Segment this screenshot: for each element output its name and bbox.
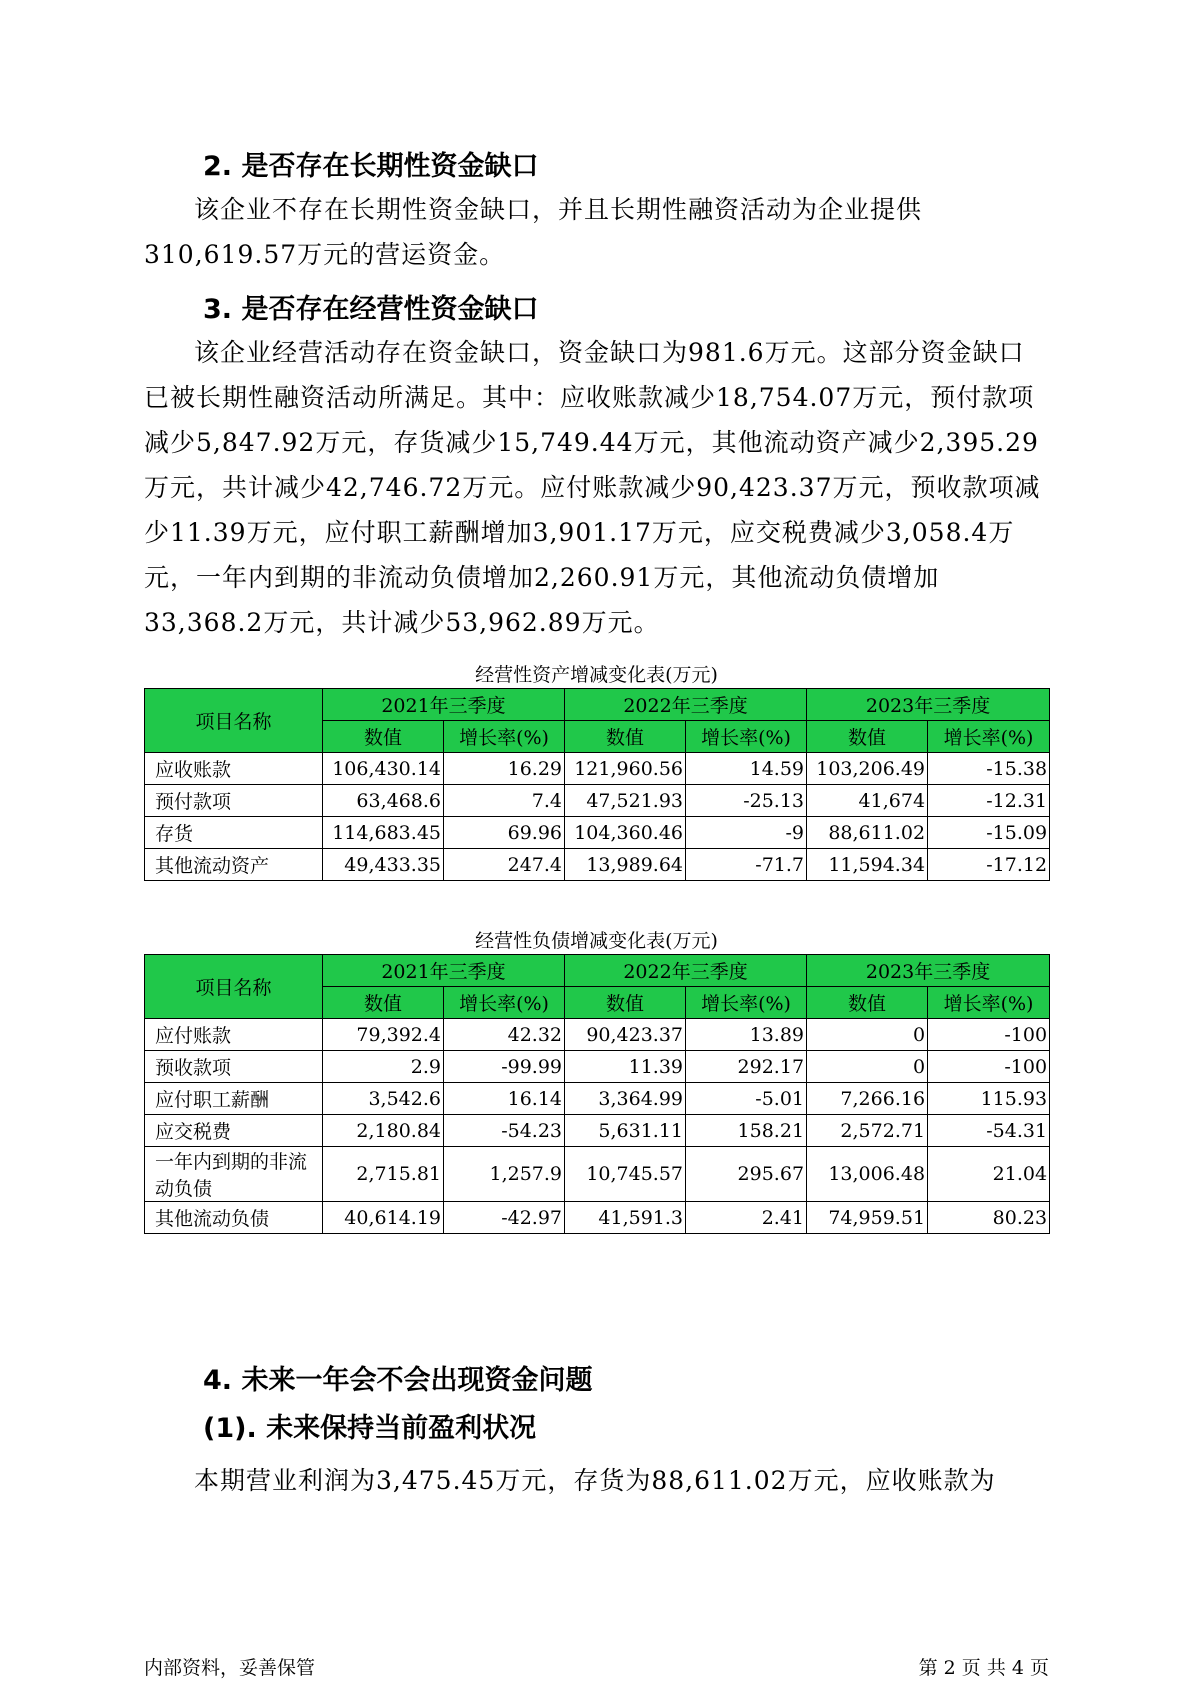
row-label: 其他流动资产: [145, 849, 323, 881]
rate-cell: 7.4: [444, 785, 565, 817]
value-cell: 3,364.99: [565, 1083, 686, 1115]
table-row: [145, 1147, 1050, 1202]
value-cell: 2,715.81: [323, 1147, 444, 1202]
rate-cell: 16.14: [444, 1083, 565, 1115]
rate-cell: 42.32: [444, 1019, 565, 1051]
table-caption: 经营性负债增减变化表(万元): [475, 930, 718, 952]
rate-cell: 247.4: [444, 849, 565, 881]
section-heading: 3. 是否存在经营性资金缺口: [203, 294, 539, 325]
value-cell: 11,594.34: [807, 849, 928, 881]
table-row: [145, 1202, 1050, 1234]
rate-cell: -5.01: [686, 1083, 807, 1115]
table-caption: 经营性资产增减变化表(万元): [475, 664, 718, 686]
rate-cell: 21.04: [928, 1147, 1050, 1202]
table-row: [145, 753, 1050, 785]
header-rate: 增长率(%): [686, 987, 807, 1019]
rate-cell: 80.23: [928, 1202, 1050, 1234]
value-cell: 2,180.84: [323, 1115, 444, 1147]
value-cell: 13,989.64: [565, 849, 686, 881]
value-cell: 7,266.16: [807, 1083, 928, 1115]
table-row: [145, 849, 1050, 881]
header-value: 数值: [323, 987, 444, 1019]
value-cell: 103,206.49: [807, 753, 928, 785]
row-label: 应交税费: [145, 1115, 323, 1147]
header-rate: 增长率(%): [928, 721, 1050, 753]
header-value: 数值: [807, 987, 928, 1019]
row-label: 应收账款: [145, 753, 323, 785]
paragraph: 本期营业利润为3,475.45万元，存货为88,611.02万元，应收账款为: [194, 1466, 996, 1495]
rate-cell: 1,257.9: [444, 1147, 565, 1202]
rate-cell: 295.67: [686, 1147, 807, 1202]
value-cell: 104,360.46: [565, 817, 686, 849]
rate-cell: -42.97: [444, 1202, 565, 1234]
paragraph: 该企业不存在长期性资金缺口，并且长期性融资活动为企业提供310,619.57万元的营运资金。: [144, 195, 923, 269]
liabilities-table: [144, 954, 1050, 1234]
rate-cell: -17.12: [928, 849, 1050, 881]
value-cell: 0: [807, 1051, 928, 1083]
header-name: 项目名称: [145, 955, 323, 1019]
rate-cell: 69.96: [444, 817, 565, 849]
rate-cell: -71.7: [686, 849, 807, 881]
value-cell: 11.39: [565, 1051, 686, 1083]
value-cell: 63,468.6: [323, 785, 444, 817]
rate-cell: -54.23: [444, 1115, 565, 1147]
rate-cell: -15.38: [928, 753, 1050, 785]
header-period: 2022年三季度: [565, 955, 807, 987]
value-cell: 2.9: [323, 1051, 444, 1083]
value-cell: 10,745.57: [565, 1147, 686, 1202]
value-cell: 121,960.56: [565, 753, 686, 785]
row-label: 其他流动负债: [145, 1202, 323, 1234]
row-label: 一年内到期的非流动负债: [145, 1147, 323, 1202]
value-cell: 47,521.93: [565, 785, 686, 817]
header-value: 数值: [565, 987, 686, 1019]
value-cell: 41,674: [807, 785, 928, 817]
table-row: [145, 1083, 1050, 1115]
value-cell: 74,959.51: [807, 1202, 928, 1234]
table-row: [145, 785, 1050, 817]
row-label: 应付账款: [145, 1019, 323, 1051]
header-period: 2023年三季度: [807, 689, 1050, 721]
rate-cell: -25.13: [686, 785, 807, 817]
rate-cell: 158.21: [686, 1115, 807, 1147]
rate-cell: -100: [928, 1051, 1050, 1083]
header-period: 2021年三季度: [323, 689, 565, 721]
header-value: 数值: [323, 721, 444, 753]
header-rate: 增长率(%): [444, 721, 565, 753]
rate-cell: 2.41: [686, 1202, 807, 1234]
paragraph: 该企业经营活动存在资金缺口，资金缺口为981.6万元。这部分资金缺口已被长期性融资活动所满足。其中：应收账款减少18,754.07万元，预付款项减少5,847.92万元，存货减少15,749.44万元，其他流动资产减少2,395.29万元，共计减少42,746.72万元。应付账款减少90,423.37万元，预收款项减少11.39万元，应付职工薪酬增加3,901.17万元，应交税费减少3,058.4万元，一年内到期的非流动负债增加2,260.91万元，其他流动负债增加33,368.2万元，共计减少53,962.89万元。: [144, 338, 1041, 637]
value-cell: 106,430.14: [323, 753, 444, 785]
value-cell: 13,006.48: [807, 1147, 928, 1202]
row-label: 预收款项: [145, 1051, 323, 1083]
header-period: 2021年三季度: [323, 955, 565, 987]
rate-cell: -54.31: [928, 1115, 1050, 1147]
value-cell: 49,433.35: [323, 849, 444, 881]
row-label: 预付款项: [145, 785, 323, 817]
value-cell: 41,591.3: [565, 1202, 686, 1234]
rate-cell: -9: [686, 817, 807, 849]
rate-cell: -100: [928, 1019, 1050, 1051]
header-period: 2023年三季度: [807, 955, 1050, 987]
rate-cell: -12.31: [928, 785, 1050, 817]
table-row: [145, 1051, 1050, 1083]
footer-note: 内部资料，妥善保管: [144, 1657, 316, 1679]
header-value: 数值: [807, 721, 928, 753]
rate-cell: 14.59: [686, 753, 807, 785]
rate-cell: 292.17: [686, 1051, 807, 1083]
header-rate: 增长率(%): [444, 987, 565, 1019]
value-cell: 0: [807, 1019, 928, 1051]
section-heading: 2. 是否存在长期性资金缺口: [203, 151, 539, 182]
rate-cell: -15.09: [928, 817, 1050, 849]
rate-cell: -99.99: [444, 1051, 565, 1083]
header-rate: 增长率(%): [686, 721, 807, 753]
page-number: 第 2 页 共 4 页: [918, 1657, 1049, 1679]
table-row: [145, 1115, 1050, 1147]
row-label: 应付职工薪酬: [145, 1083, 323, 1115]
value-cell: 3,542.6: [323, 1083, 444, 1115]
section-heading: 4. 未来一年会不会出现资金问题: [203, 1365, 593, 1396]
value-cell: 88,611.02: [807, 817, 928, 849]
table-row: [145, 1019, 1050, 1051]
value-cell: 79,392.4: [323, 1019, 444, 1051]
rate-cell: 13.89: [686, 1019, 807, 1051]
value-cell: 90,423.37: [565, 1019, 686, 1051]
assets-table: [144, 688, 1050, 881]
header-name: 项目名称: [145, 689, 323, 753]
table-row: [145, 817, 1050, 849]
header-value: 数值: [565, 721, 686, 753]
header-period: 2022年三季度: [565, 689, 807, 721]
value-cell: 114,683.45: [323, 817, 444, 849]
value-cell: 40,614.19: [323, 1202, 444, 1234]
value-cell: 5,631.11: [565, 1115, 686, 1147]
rate-cell: 115.93: [928, 1083, 1050, 1115]
header-rate: 增长率(%): [928, 987, 1050, 1019]
sub-heading: (1). 未来保持当前盈利状况: [203, 1413, 537, 1444]
value-cell: 2,572.71: [807, 1115, 928, 1147]
row-label: 存货: [145, 817, 323, 849]
rate-cell: 16.29: [444, 753, 565, 785]
